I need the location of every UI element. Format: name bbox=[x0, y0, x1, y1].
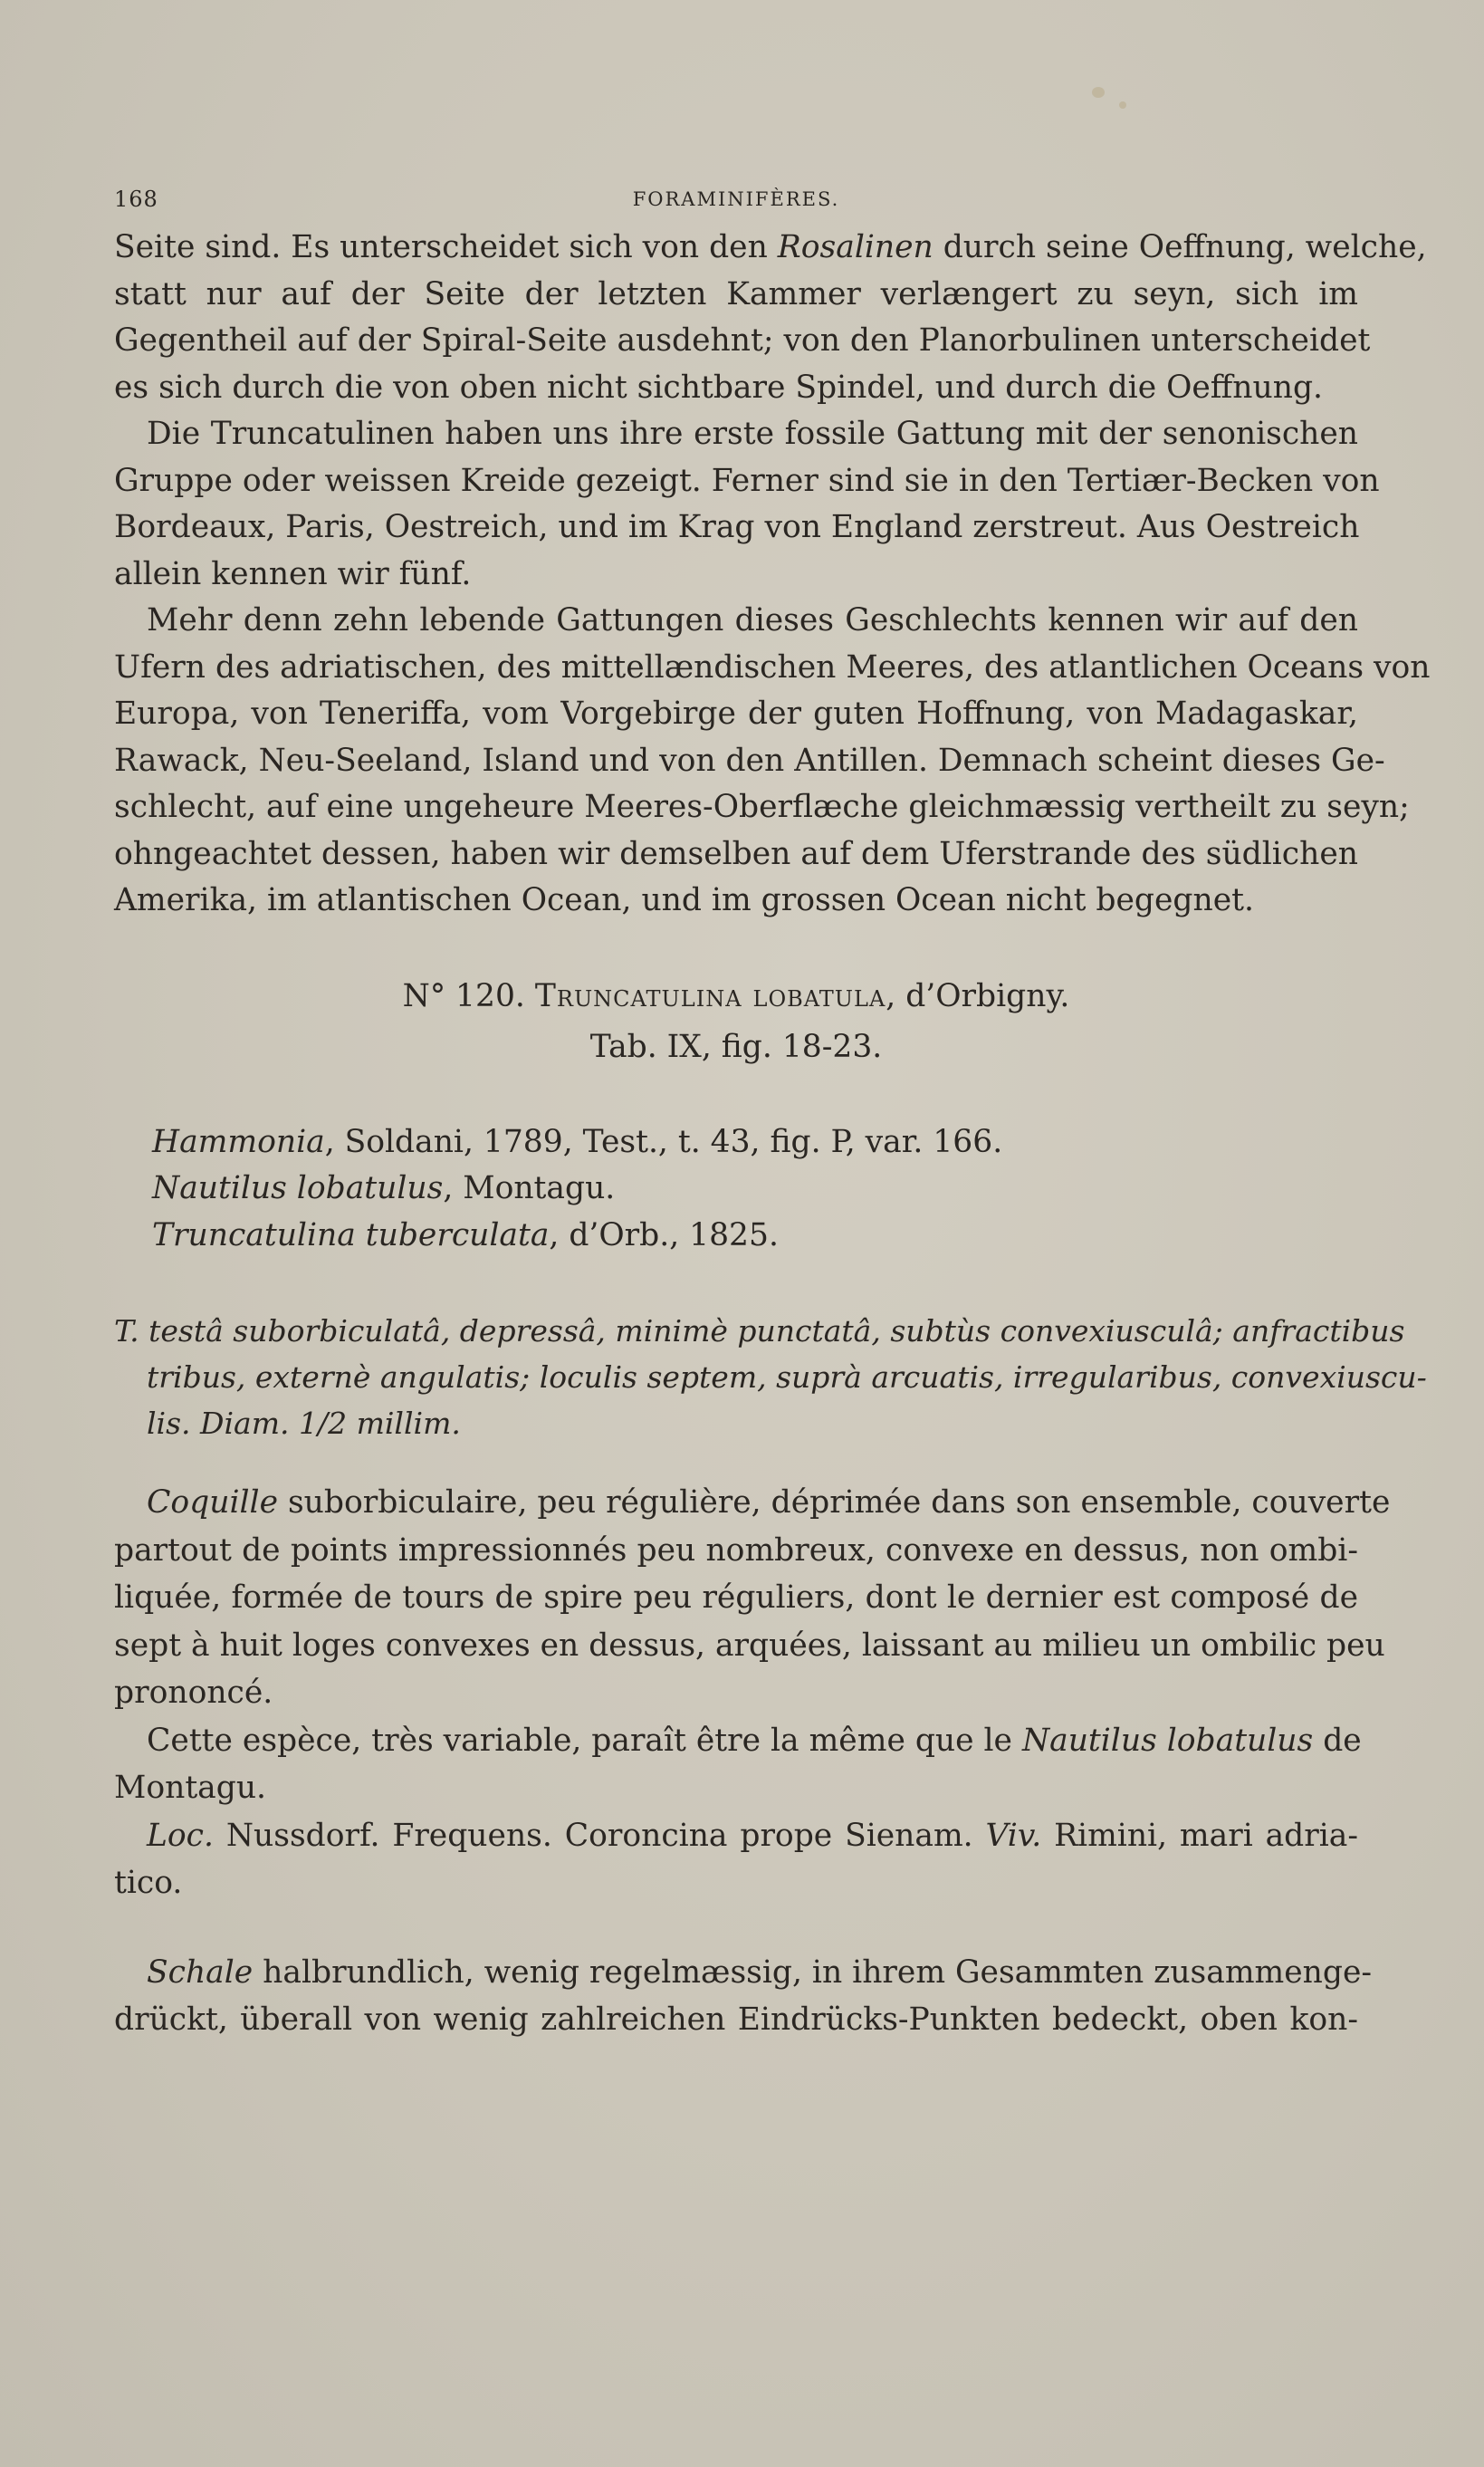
text-line: ohngeachtet dessen, haben wir demselben auf dem Uferstrande des südlichen bbox=[114, 835, 1358, 872]
text-line: Mehr denn zehn lebende Gattungen dieses Geschlechts kennen wir auf den bbox=[147, 602, 1358, 638]
running-title: FORAMINIFÈRES. bbox=[632, 188, 840, 210]
text-line: Seite sind. Es unterscheidet sich von den Rosalinen durch seine Oeffnung, welche, bbox=[114, 229, 1427, 265]
paper-stain bbox=[1119, 101, 1126, 109]
text-line: lis. Diam. 1/2 millim. bbox=[147, 1406, 461, 1441]
text-line: tico. bbox=[114, 1865, 183, 1901]
species-author: , d’Orbigny. bbox=[886, 978, 1070, 1014]
page-header bbox=[114, 187, 1358, 223]
text-line: Gruppe oder weissen Kreide gezeigt. Ferner sind sie in den Tertiær-Becken von bbox=[114, 462, 1380, 499]
text-line: Cette espèce, très variable, paraît être la même que le Nautilus lobatulus de bbox=[147, 1722, 1362, 1759]
text-line: prononcé. bbox=[114, 1675, 273, 1711]
text-line: schlecht, auf eine ungeheure Meeres-Oberflæche gleichmæssig vertheilt zu seyn; bbox=[114, 789, 1410, 825]
species-number: N° 120. bbox=[402, 978, 525, 1014]
text-line: statt nur auf der Seite der letzten Kammer verlængert zu seyn, sich im bbox=[114, 275, 1358, 312]
text-line: Europa, von Teneriffa, vom Vorgebirge der guten Hoffnung, von Madagaskar, bbox=[114, 696, 1358, 732]
text-line: drückt, überall von wenig zahlreichen Eindrücks-Punkten bedeckt, oben kon- bbox=[114, 2001, 1358, 2038]
text-line: Coquille suborbiculaire, peu régulière, déprimée dans son ensemble, couverte bbox=[147, 1484, 1391, 1521]
text-line: liquée, formée de tours de spire peu réguliers, dont le dernier est composé de bbox=[114, 1579, 1358, 1616]
text-line: partout de points impressionnés peu nombreux, convexe en dessus, non ombi- bbox=[114, 1531, 1358, 1569]
text-line: Amerika, im atlantischen Ocean, und im grossen Ocean nicht begegnet. bbox=[114, 882, 1254, 918]
latin-diagnosis bbox=[114, 1308, 1427, 1446]
species-title bbox=[114, 974, 1358, 1020]
synonym-line: Nautilus lobatulus, Montagu. bbox=[152, 1170, 616, 1206]
text-line: Schale halbrundlich, wenig regelmæssig, in ihrem Gesammten zusammenge- bbox=[147, 1954, 1373, 1991]
text-line: Montagu. bbox=[114, 1770, 267, 1806]
page-number: 168 bbox=[114, 187, 158, 212]
text-line: es sich durch die von oben nicht sichtbare Spindel, und durch die Oeffnung. bbox=[114, 369, 1324, 406]
synonym-line: Truncatulina tuberculata, d’Orb., 1825. bbox=[152, 1217, 779, 1253]
text-line: Ufern des adriatischen, des mittellændischen Meeres, des atlantlichen Oceans von bbox=[114, 648, 1431, 686]
text-line: Bordeaux, Paris, Oestreich, und im Krag von England zerstreut. Aus Oestreich bbox=[114, 509, 1360, 545]
text-line: Rawack, Neu-Seeland, Island und von den Antillen. Demnach scheint dieses Ge- bbox=[114, 742, 1385, 779]
german-intro-text bbox=[114, 225, 1431, 925]
text-line: Die Truncatulinen haben uns ihre erste fossile Gattung mit der senonischen bbox=[147, 416, 1358, 452]
german-description bbox=[114, 1949, 1373, 2043]
text-line: T. testâ suborbiculatâ, depressâ, minimè punctatâ, subtùs convexiusculâ; anfractibus bbox=[114, 1313, 1405, 1349]
text-line: Gegentheil auf der Spiral-Seite ausdehnt; von den Planorbulinen unterscheidet bbox=[114, 322, 1371, 359]
text-line: tribus, externè angulatis; loculis septem, suprà arcuatis, irregularibus, convexiuscu- bbox=[147, 1359, 1427, 1395]
paper-stain bbox=[1092, 87, 1105, 98]
species-name: Truncatulina lobatula bbox=[534, 978, 886, 1014]
text-line: sept à huit loges convexes en dessus, arquées, laissant au milieu un ombilic peu bbox=[114, 1627, 1385, 1664]
text-line: allein kennen wir fünf. bbox=[114, 555, 472, 592]
synonym-line: Hammonia, Soldani, 1789, Test., t. 43, fig. P, var. 166. bbox=[152, 1124, 1003, 1160]
text-line: Loc. Nussdorf. Frequens. Coroncina prope Sienam. Viv. Rimini, mari adria- bbox=[147, 1817, 1358, 1854]
french-description bbox=[114, 1479, 1391, 1907]
plate-reference: Tab. IX, fig. 18-23. bbox=[589, 1029, 883, 1065]
